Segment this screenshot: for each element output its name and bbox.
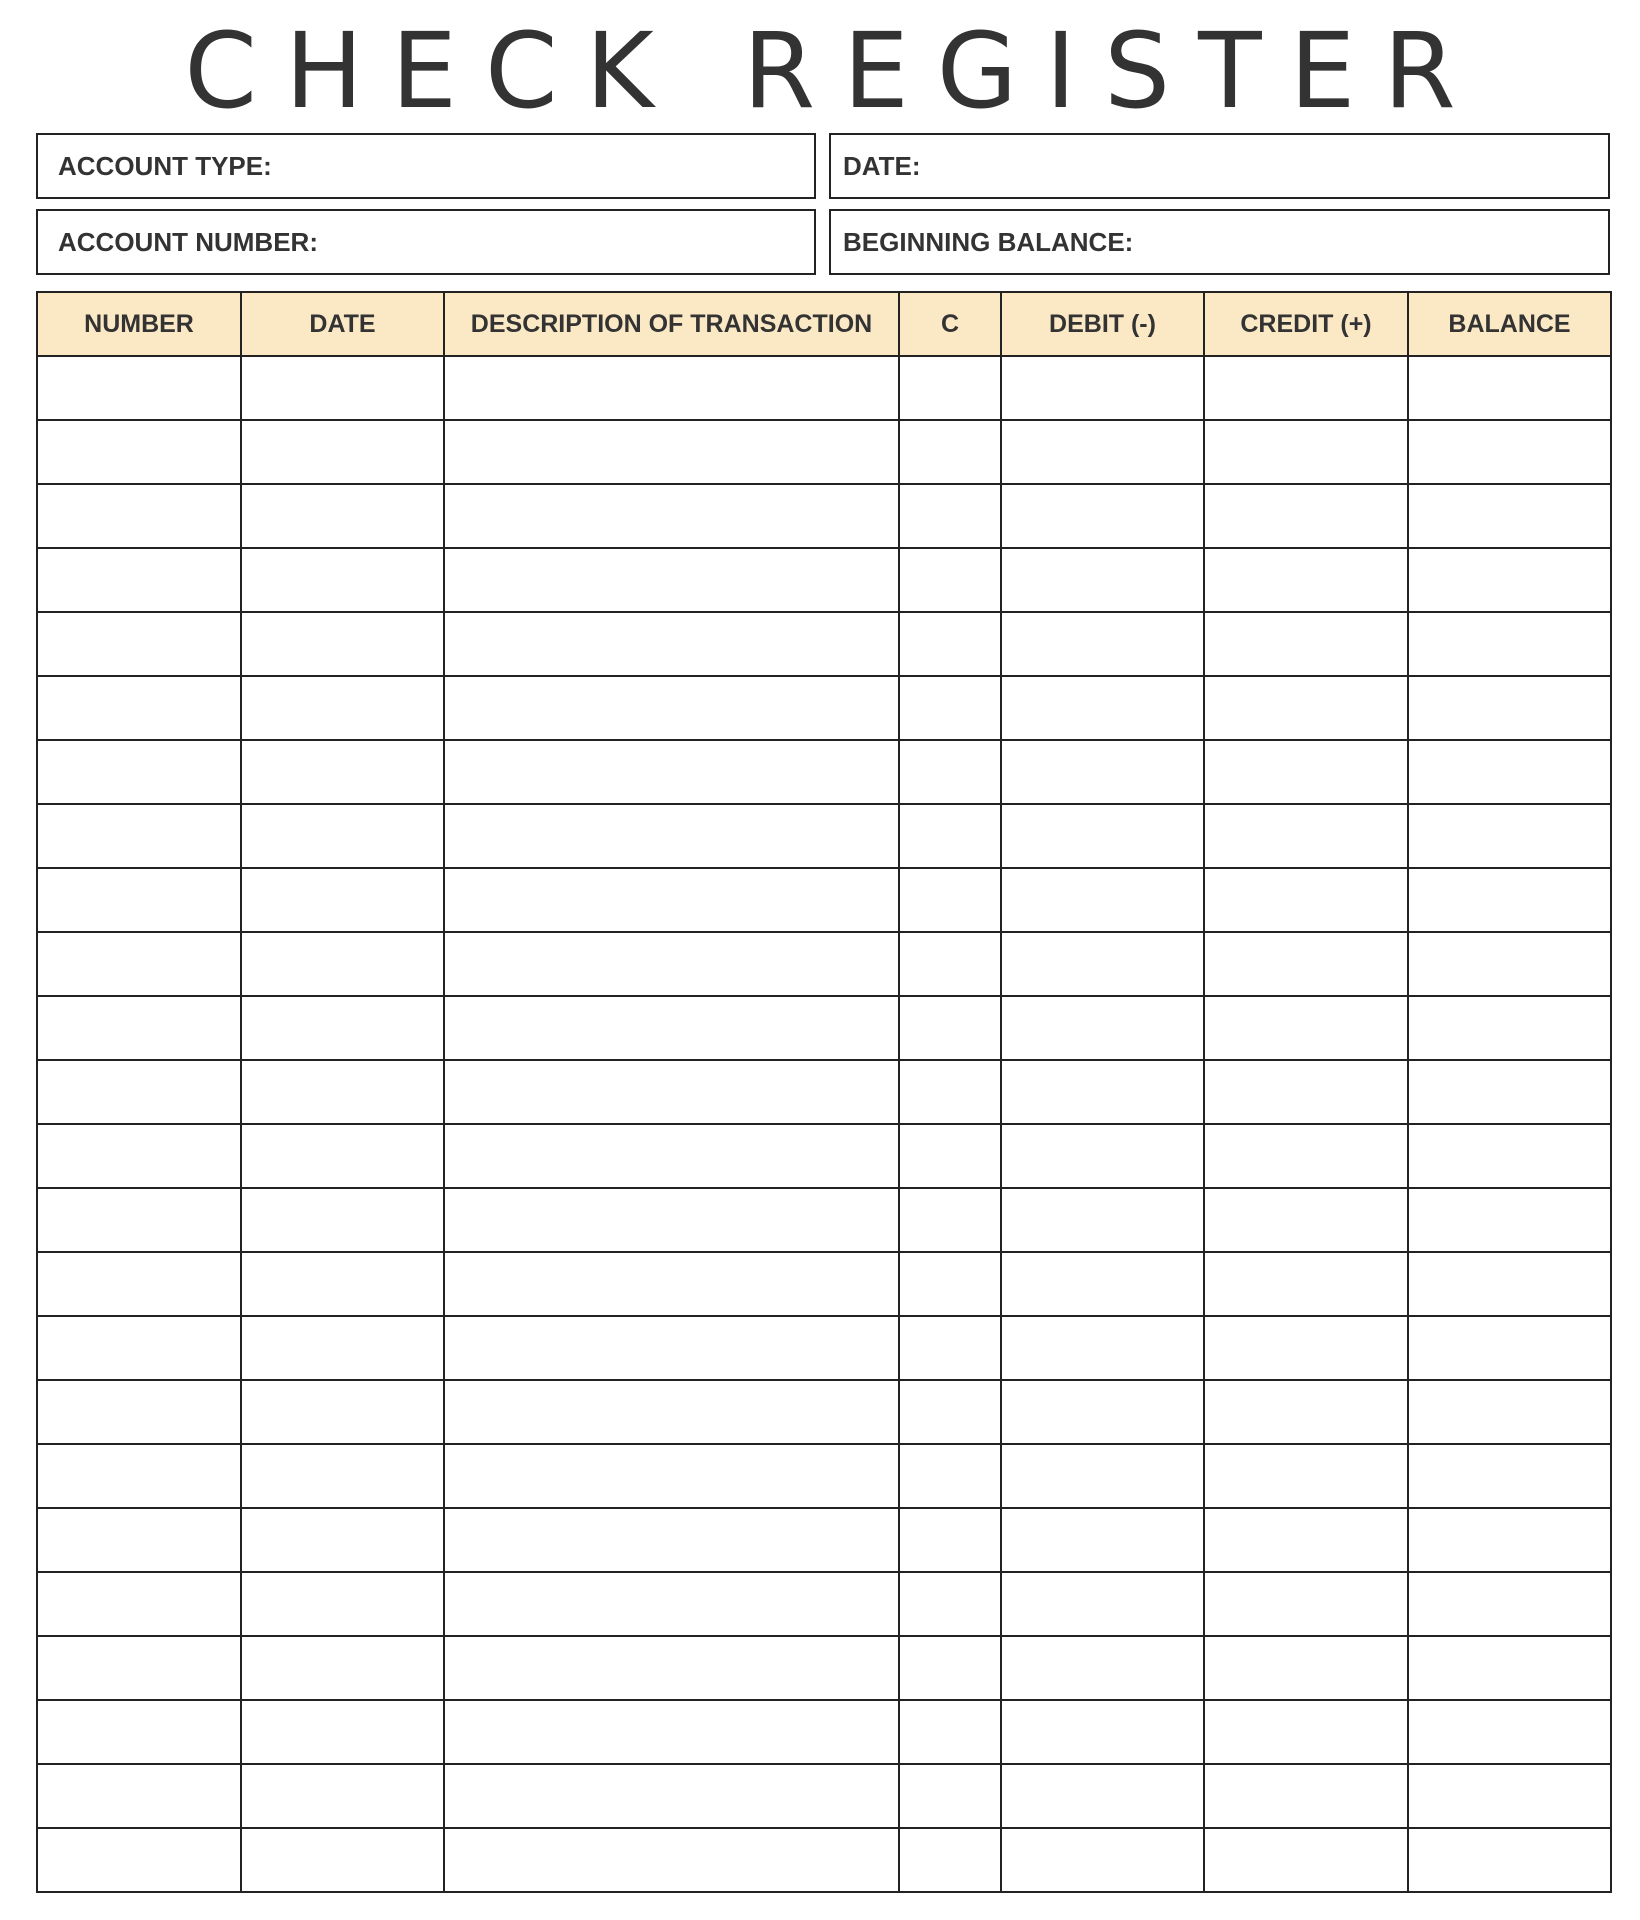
date-cell[interactable] (241, 868, 444, 932)
balance-cell[interactable] (1408, 1252, 1611, 1316)
header-number: NUMBER (37, 292, 241, 356)
credit-cell[interactable] (1204, 868, 1408, 932)
table-row (37, 484, 1611, 548)
number-cell[interactable] (37, 1380, 241, 1444)
balance-cell[interactable] (1408, 1060, 1611, 1124)
beginning-balance-label: BEGINNING BALANCE: (843, 226, 1134, 257)
header-cleared: C (899, 292, 1001, 356)
date-cell[interactable] (241, 484, 444, 548)
credit-cell[interactable] (1204, 484, 1408, 548)
balance-cell[interactable] (1408, 1444, 1611, 1508)
debit-cell[interactable] (1001, 868, 1204, 932)
cleared-cell[interactable] (899, 1124, 1001, 1188)
cleared-cell[interactable] (899, 804, 1001, 868)
credit-cell[interactable] (1204, 1188, 1408, 1252)
debit-cell[interactable] (1001, 1060, 1204, 1124)
cleared-cell[interactable] (899, 1444, 1001, 1508)
table-row (37, 1188, 1611, 1252)
cleared-cell[interactable] (899, 868, 1001, 932)
table-row (37, 1636, 1611, 1700)
cleared-cell[interactable] (899, 420, 1001, 484)
cleared-cell[interactable] (899, 484, 1001, 548)
credit-cell[interactable] (1204, 1700, 1408, 1764)
credit-cell[interactable] (1204, 676, 1408, 740)
credit-cell[interactable] (1204, 1316, 1408, 1380)
credit-cell[interactable] (1204, 612, 1408, 676)
credit-cell[interactable] (1204, 1508, 1408, 1572)
debit-cell[interactable] (1001, 1828, 1204, 1892)
cleared-cell[interactable] (899, 1636, 1001, 1700)
table-row (37, 676, 1611, 740)
table-row (37, 1572, 1611, 1636)
date-cell[interactable] (241, 1124, 444, 1188)
balance-cell[interactable] (1408, 868, 1611, 932)
check-register-table (36, 291, 1612, 1893)
number-cell[interactable] (37, 1828, 241, 1892)
credit-cell[interactable] (1204, 1764, 1408, 1828)
description-cell[interactable] (444, 548, 899, 612)
number-cell[interactable] (37, 1124, 241, 1188)
balance-cell[interactable] (1408, 548, 1611, 612)
table-row (37, 1124, 1611, 1188)
description-cell[interactable] (444, 1828, 899, 1892)
cleared-cell[interactable] (899, 1252, 1001, 1316)
credit-cell[interactable] (1204, 1572, 1408, 1636)
balance-cell[interactable] (1408, 1828, 1611, 1892)
balance-cell[interactable] (1408, 932, 1611, 996)
debit-cell[interactable] (1001, 996, 1204, 1060)
table-row (37, 1444, 1611, 1508)
register-body (37, 356, 1611, 1892)
table-row (37, 868, 1611, 932)
date-cell[interactable] (241, 1828, 444, 1892)
description-cell[interactable] (444, 868, 899, 932)
date-cell[interactable] (241, 804, 444, 868)
number-cell[interactable] (37, 804, 241, 868)
description-cell[interactable] (444, 1764, 899, 1828)
beginning-balance-field[interactable] (829, 209, 1610, 275)
number-cell[interactable] (37, 1188, 241, 1252)
credit-cell[interactable] (1204, 1380, 1408, 1444)
debit-cell[interactable] (1001, 420, 1204, 484)
balance-cell[interactable] (1408, 676, 1611, 740)
cleared-cell[interactable] (899, 1764, 1001, 1828)
description-cell[interactable] (444, 1572, 899, 1636)
number-cell[interactable] (37, 484, 241, 548)
date-cell[interactable] (241, 1636, 444, 1700)
description-cell[interactable] (444, 420, 899, 484)
debit-cell[interactable] (1001, 740, 1204, 804)
table-row (37, 1060, 1611, 1124)
balance-cell[interactable] (1408, 1380, 1611, 1444)
balance-cell[interactable] (1408, 356, 1611, 420)
header-debit: DEBIT (-) (1001, 292, 1204, 356)
debit-cell[interactable] (1001, 1508, 1204, 1572)
credit-cell[interactable] (1204, 420, 1408, 484)
description-cell[interactable] (444, 996, 899, 1060)
cleared-cell[interactable] (899, 932, 1001, 996)
date-cell[interactable] (241, 1316, 444, 1380)
date-cell[interactable] (241, 1764, 444, 1828)
description-cell[interactable] (444, 612, 899, 676)
number-cell[interactable] (37, 1636, 241, 1700)
balance-cell[interactable] (1408, 740, 1611, 804)
number-cell[interactable] (37, 356, 241, 420)
table-row (37, 612, 1611, 676)
debit-cell[interactable] (1001, 1188, 1204, 1252)
description-cell[interactable] (444, 804, 899, 868)
cleared-cell[interactable] (899, 1380, 1001, 1444)
description-cell[interactable] (444, 1508, 899, 1572)
number-cell[interactable] (37, 1764, 241, 1828)
table-row (37, 1380, 1611, 1444)
cleared-cell[interactable] (899, 548, 1001, 612)
balance-cell[interactable] (1408, 420, 1611, 484)
debit-cell[interactable] (1001, 676, 1204, 740)
debit-cell[interactable] (1001, 804, 1204, 868)
number-cell[interactable] (37, 1060, 241, 1124)
date-label: DATE: (843, 150, 921, 181)
table-row (37, 804, 1611, 868)
date-cell[interactable] (241, 1700, 444, 1764)
number-cell[interactable] (37, 1444, 241, 1508)
table-row (37, 548, 1611, 612)
number-cell[interactable] (37, 1316, 241, 1380)
balance-cell[interactable] (1408, 1572, 1611, 1636)
table-header-row (37, 292, 1611, 356)
number-cell[interactable] (37, 612, 241, 676)
header-description: DESCRIPTION OF TRANSACTION (444, 292, 899, 356)
debit-cell[interactable] (1001, 1700, 1204, 1764)
table-row (37, 740, 1611, 804)
debit-cell[interactable] (1001, 932, 1204, 996)
table-row (37, 1252, 1611, 1316)
debit-cell[interactable] (1001, 1636, 1204, 1700)
description-cell[interactable] (444, 1124, 899, 1188)
number-cell[interactable] (37, 996, 241, 1060)
date-cell[interactable] (241, 612, 444, 676)
header-balance: BALANCE (1408, 292, 1611, 356)
debit-cell[interactable] (1001, 612, 1204, 676)
cleared-cell[interactable] (899, 356, 1001, 420)
table-row (37, 356, 1611, 420)
debit-cell[interactable] (1001, 1124, 1204, 1188)
number-cell[interactable] (37, 932, 241, 996)
description-cell[interactable] (444, 676, 899, 740)
date-cell[interactable] (241, 676, 444, 740)
table-row (37, 1508, 1611, 1572)
debit-cell[interactable] (1001, 1316, 1204, 1380)
table-row (37, 932, 1611, 996)
number-cell[interactable] (37, 1508, 241, 1572)
cleared-cell[interactable] (899, 1508, 1001, 1572)
cleared-cell[interactable] (899, 612, 1001, 676)
cleared-cell[interactable] (899, 1316, 1001, 1380)
date-cell[interactable] (241, 1380, 444, 1444)
table-row (37, 1828, 1611, 1892)
number-cell[interactable] (37, 548, 241, 612)
debit-cell[interactable] (1001, 356, 1204, 420)
page-title: CHECK REGISTER (184, 10, 1484, 132)
credit-cell[interactable] (1204, 1060, 1408, 1124)
cleared-cell[interactable] (899, 1060, 1001, 1124)
date-cell[interactable] (241, 420, 444, 484)
account-type-field[interactable] (36, 133, 816, 199)
credit-cell[interactable] (1204, 1124, 1408, 1188)
number-cell[interactable] (37, 420, 241, 484)
table-row (37, 1764, 1611, 1828)
number-cell[interactable] (37, 868, 241, 932)
balance-cell[interactable] (1408, 1316, 1611, 1380)
table-row (37, 420, 1611, 484)
account-number-field[interactable] (36, 209, 816, 275)
description-cell[interactable] (444, 1060, 899, 1124)
debit-cell[interactable] (1001, 1572, 1204, 1636)
credit-cell[interactable] (1204, 1636, 1408, 1700)
description-cell[interactable] (444, 1316, 899, 1380)
credit-cell[interactable] (1204, 804, 1408, 868)
date-field[interactable] (829, 133, 1610, 199)
balance-cell[interactable] (1408, 1508, 1611, 1572)
number-cell[interactable] (37, 1700, 241, 1764)
debit-cell[interactable] (1001, 1252, 1204, 1316)
credit-cell[interactable] (1204, 996, 1408, 1060)
description-cell[interactable] (444, 1252, 899, 1316)
debit-cell[interactable] (1001, 548, 1204, 612)
date-cell[interactable] (241, 1572, 444, 1636)
cleared-cell[interactable] (899, 996, 1001, 1060)
date-cell[interactable] (241, 932, 444, 996)
date-cell[interactable] (241, 1444, 444, 1508)
credit-cell[interactable] (1204, 1444, 1408, 1508)
number-cell[interactable] (37, 740, 241, 804)
balance-cell[interactable] (1408, 804, 1611, 868)
balance-cell[interactable] (1408, 1700, 1611, 1764)
balance-cell[interactable] (1408, 484, 1611, 548)
table-row (37, 1700, 1611, 1764)
debit-cell[interactable] (1001, 484, 1204, 548)
description-cell[interactable] (444, 1188, 899, 1252)
header-credit: CREDIT (+) (1204, 292, 1408, 356)
balance-cell[interactable] (1408, 612, 1611, 676)
table-row (37, 996, 1611, 1060)
debit-cell[interactable] (1001, 1444, 1204, 1508)
debit-cell[interactable] (1001, 1380, 1204, 1444)
credit-cell[interactable] (1204, 356, 1408, 420)
debit-cell[interactable] (1001, 1764, 1204, 1828)
date-cell[interactable] (241, 548, 444, 612)
credit-cell[interactable] (1204, 932, 1408, 996)
date-cell[interactable] (241, 1188, 444, 1252)
table-row (37, 1316, 1611, 1380)
balance-cell[interactable] (1408, 1636, 1611, 1700)
cleared-cell[interactable] (899, 676, 1001, 740)
account-type-label: ACCOUNT TYPE: (58, 150, 272, 181)
description-cell[interactable] (444, 484, 899, 548)
balance-cell[interactable] (1408, 1764, 1611, 1828)
credit-cell[interactable] (1204, 1828, 1408, 1892)
balance-cell[interactable] (1408, 996, 1611, 1060)
account-number-label: ACCOUNT NUMBER: (58, 226, 318, 257)
description-cell[interactable] (444, 932, 899, 996)
date-cell[interactable] (241, 1252, 444, 1316)
header-date: DATE (241, 292, 444, 356)
number-cell[interactable] (37, 1252, 241, 1316)
credit-cell[interactable] (1204, 740, 1408, 804)
cleared-cell[interactable] (899, 1188, 1001, 1252)
cleared-cell[interactable] (899, 740, 1001, 804)
date-cell[interactable] (241, 356, 444, 420)
description-cell[interactable] (444, 356, 899, 420)
description-cell[interactable] (444, 740, 899, 804)
date-cell[interactable] (241, 1508, 444, 1572)
cleared-cell[interactable] (899, 1700, 1001, 1764)
cleared-cell[interactable] (899, 1828, 1001, 1892)
balance-cell[interactable] (1408, 1124, 1611, 1188)
date-cell[interactable] (241, 740, 444, 804)
number-cell[interactable] (37, 676, 241, 740)
date-cell[interactable] (241, 996, 444, 1060)
number-cell[interactable] (37, 1572, 241, 1636)
description-cell[interactable] (444, 1380, 899, 1444)
credit-cell[interactable] (1204, 548, 1408, 612)
balance-cell[interactable] (1408, 1188, 1611, 1252)
description-cell[interactable] (444, 1636, 899, 1700)
cleared-cell[interactable] (899, 1572, 1001, 1636)
description-cell[interactable] (444, 1700, 899, 1764)
date-cell[interactable] (241, 1060, 444, 1124)
description-cell[interactable] (444, 1444, 899, 1508)
credit-cell[interactable] (1204, 1252, 1408, 1316)
